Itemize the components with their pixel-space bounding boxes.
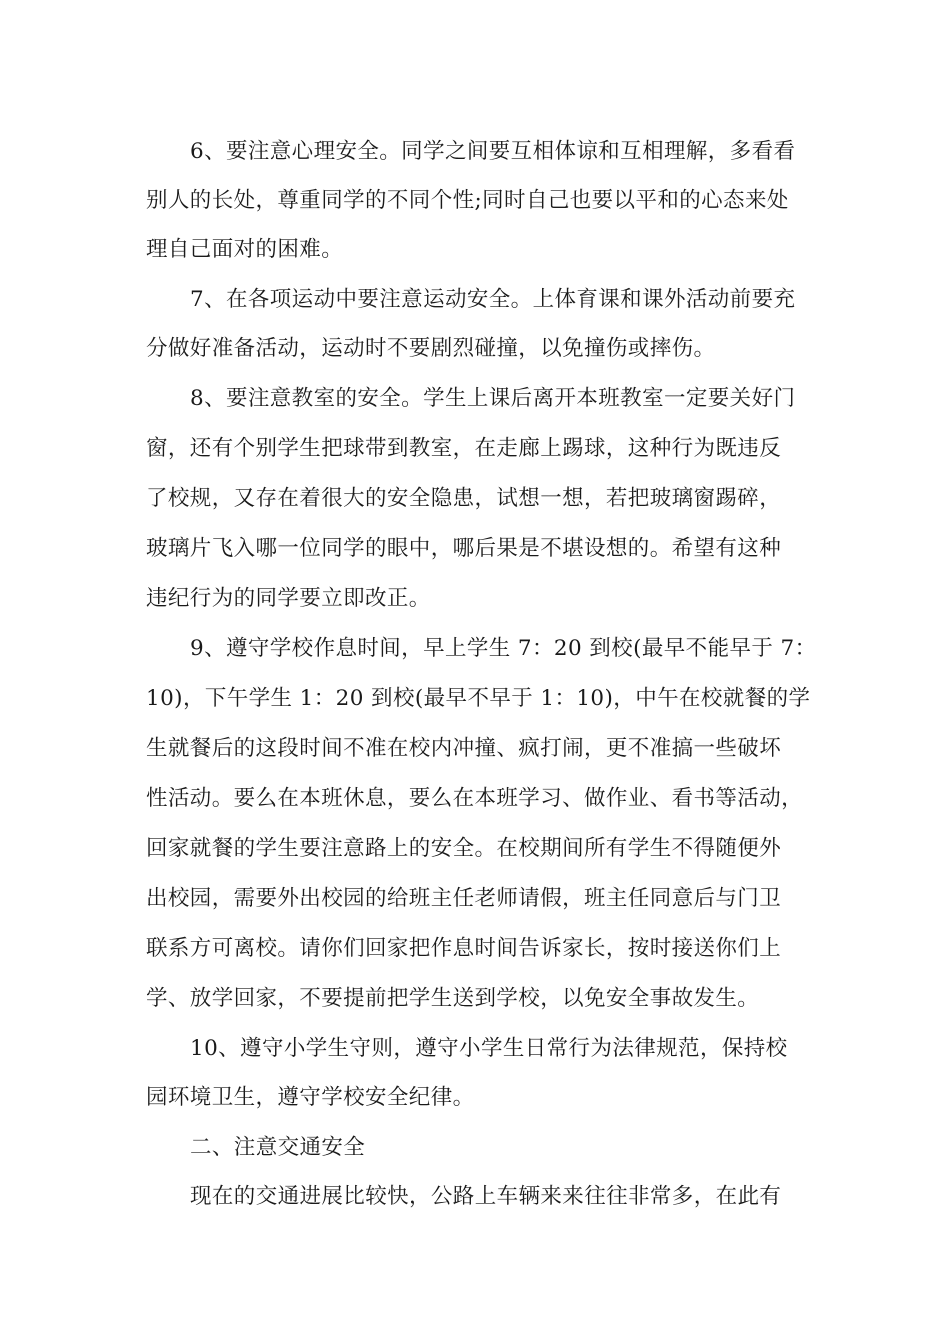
paragraph-8-line-4: 玻璃片飞入哪一位同学的眼中，哪后果是不堪设想的。希望有这种	[146, 536, 782, 561]
paragraph-9-line-6: 出校园，需要外出校园的给班主任老师请假，班主任同意后与门卫	[146, 886, 782, 911]
paragraph-8-line-5: 违纪行为的同学要立即改正。	[146, 586, 431, 611]
paragraph-9-line-4: 性活动。要么在本班休息，要么在本班学习、做作业、看书等活动，	[146, 786, 804, 811]
traffic-paragraph-line-1: 现在的交通进展比较快，公路上车辆来来往往非常多，在此有	[190, 1184, 782, 1209]
paragraph-9-line-5: 回家就餐的学生要注意路上的安全。在校期间所有学生不得随便外	[146, 836, 782, 861]
paragraph-10-line-2: 园环境卫生，遵守学校安全纪律。	[146, 1085, 475, 1110]
paragraph-8-line-2: 窗，还有个别学生把球带到教室，在走廊上踢球，这种行为既违反	[146, 436, 782, 461]
paragraph-9-line-2: 10)，下午学生 1：20 到校(最早不早于 1：10)，中午在校就餐的学	[146, 686, 811, 711]
paragraph-7-line-1: 7、在各项运动中要注意运动安全。上体育课和课外活动前要充	[190, 287, 796, 312]
paragraph-8-line-1: 8、要注意教室的安全。学生上课后离开本班教室一定要关好门	[190, 386, 796, 411]
paragraph-6-line-3: 理自己面对的困难。	[146, 237, 344, 262]
paragraph-10-line-1: 10、遵守小学生守则，遵守小学生日常行为法律规范，保持校	[190, 1036, 788, 1061]
paragraph-6-line-1: 6、要注意心理安全。同学之间要互相体谅和互相理解，多看看	[190, 139, 796, 164]
paragraph-9-line-8: 学、放学回家，不要提前把学生送到学校，以免安全事故发生。	[146, 986, 760, 1011]
paragraph-9-line-1: 9、遵守学校作息时间，早上学生 7：20 到校(最早不能早于 7：	[190, 636, 817, 661]
section-heading-traffic-safety: 二、注意交通安全	[190, 1135, 366, 1160]
paragraph-9-line-3: 生就餐后的这段时间不准在校内冲撞、疯打闹，更不准搞一些破坏	[146, 736, 782, 761]
paragraph-7-line-2: 分做好准备活动，运动时不要剧烈碰撞，以免撞伤或摔伤。	[146, 336, 716, 361]
paragraph-8-line-3: 了校规，又存在着很大的安全隐患，试想一想，若把玻璃窗踢碎，	[146, 486, 782, 511]
paragraph-6-line-2: 别人的长处，尊重同学的不同个性;同时自己也要以平和的心态来处	[146, 188, 789, 213]
paragraph-9-line-7: 联系方可离校。请你们回家把作息时间告诉家长，按时接送你们上	[146, 936, 782, 961]
